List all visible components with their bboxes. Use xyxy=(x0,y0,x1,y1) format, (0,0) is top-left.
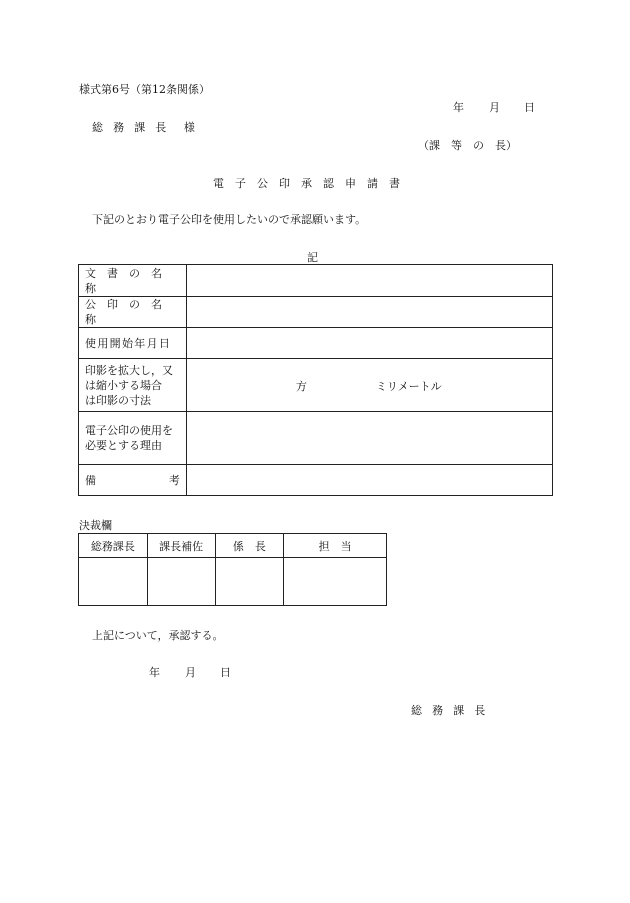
remarks-field[interactable] xyxy=(186,465,552,496)
seal-dimension-label xyxy=(79,359,187,412)
approval-date-day: 日 xyxy=(220,666,231,679)
approval-col-section-head: 係 長 xyxy=(215,534,284,558)
seal-dimension-label-line3: は印影の寸法 xyxy=(85,393,151,407)
approval-date-month: 月 xyxy=(185,666,196,679)
approval-heading: 決裁欄 xyxy=(79,519,112,532)
dimension-mm-unit: ミリメートル xyxy=(375,380,442,393)
remarks-label-left: 備 xyxy=(85,473,96,487)
date-day: 日 xyxy=(524,101,535,114)
approval-col-staff: 担 当 xyxy=(284,534,387,558)
approval-date-year: 年 xyxy=(149,666,160,679)
document-name-field[interactable] xyxy=(186,265,552,297)
remarks-label-right: 考 xyxy=(168,473,180,487)
dimension-square-unit: 方 xyxy=(295,380,307,393)
ki-label: 記 xyxy=(307,251,318,264)
start-date-label: 使用開始年月日 xyxy=(79,328,187,359)
stamp-box[interactable] xyxy=(284,558,387,606)
seal-name-field[interactable] xyxy=(186,297,552,328)
document-title: 電 子 公 印 承 認 申 請 書 xyxy=(213,177,400,190)
form-number: 様式第6号（第12条関係） xyxy=(79,83,210,96)
table-row xyxy=(79,465,553,496)
reason-label xyxy=(79,412,187,465)
document-name-label: 文 書 の 名 称 xyxy=(79,265,187,297)
approval-stamp-row xyxy=(79,558,387,606)
table-row xyxy=(79,412,553,465)
approval-col-assistant-head: 課長補佐 xyxy=(147,534,215,558)
stamp-box[interactable] xyxy=(147,558,215,606)
table-row xyxy=(79,297,553,328)
table-row xyxy=(79,265,553,297)
start-date-field[interactable] xyxy=(186,328,552,359)
stamp-box[interactable] xyxy=(79,558,148,606)
reason-field[interactable] xyxy=(186,412,552,465)
addressee: 総 務 課 長 様 xyxy=(92,121,199,134)
seal-dimension-label-line2: は縮小する場合 xyxy=(85,378,162,392)
reason-label-line1: 電子公印の使用を xyxy=(85,424,173,437)
approval-text: 上記について，承認する。 xyxy=(92,629,224,642)
table-row xyxy=(79,328,553,359)
stamp-box[interactable] xyxy=(215,558,284,606)
sender-title: （課 等 の 長） xyxy=(418,139,517,152)
table-row xyxy=(79,359,553,412)
date-month: 月 xyxy=(489,101,500,114)
approval-table xyxy=(78,533,387,606)
seal-dimension-field[interactable] xyxy=(186,359,552,412)
reason-label-line2: 必要とする理由 xyxy=(85,439,162,452)
date-year: 年 xyxy=(453,101,464,114)
approval-header-row xyxy=(79,534,387,558)
seal-name-label: 公 印 の 名 称 xyxy=(79,297,187,328)
form-table xyxy=(78,264,553,496)
seal-dimension-label-line1: 印影を拡大し，又 xyxy=(85,363,173,377)
signer-title: 総 務 課 長 xyxy=(411,704,489,717)
approval-col-general-affairs-head: 総務課長 xyxy=(79,534,148,558)
remarks-label xyxy=(79,465,187,496)
intro-text: 下記のとおり電子公印を使用したいので承認願います。 xyxy=(92,213,367,226)
